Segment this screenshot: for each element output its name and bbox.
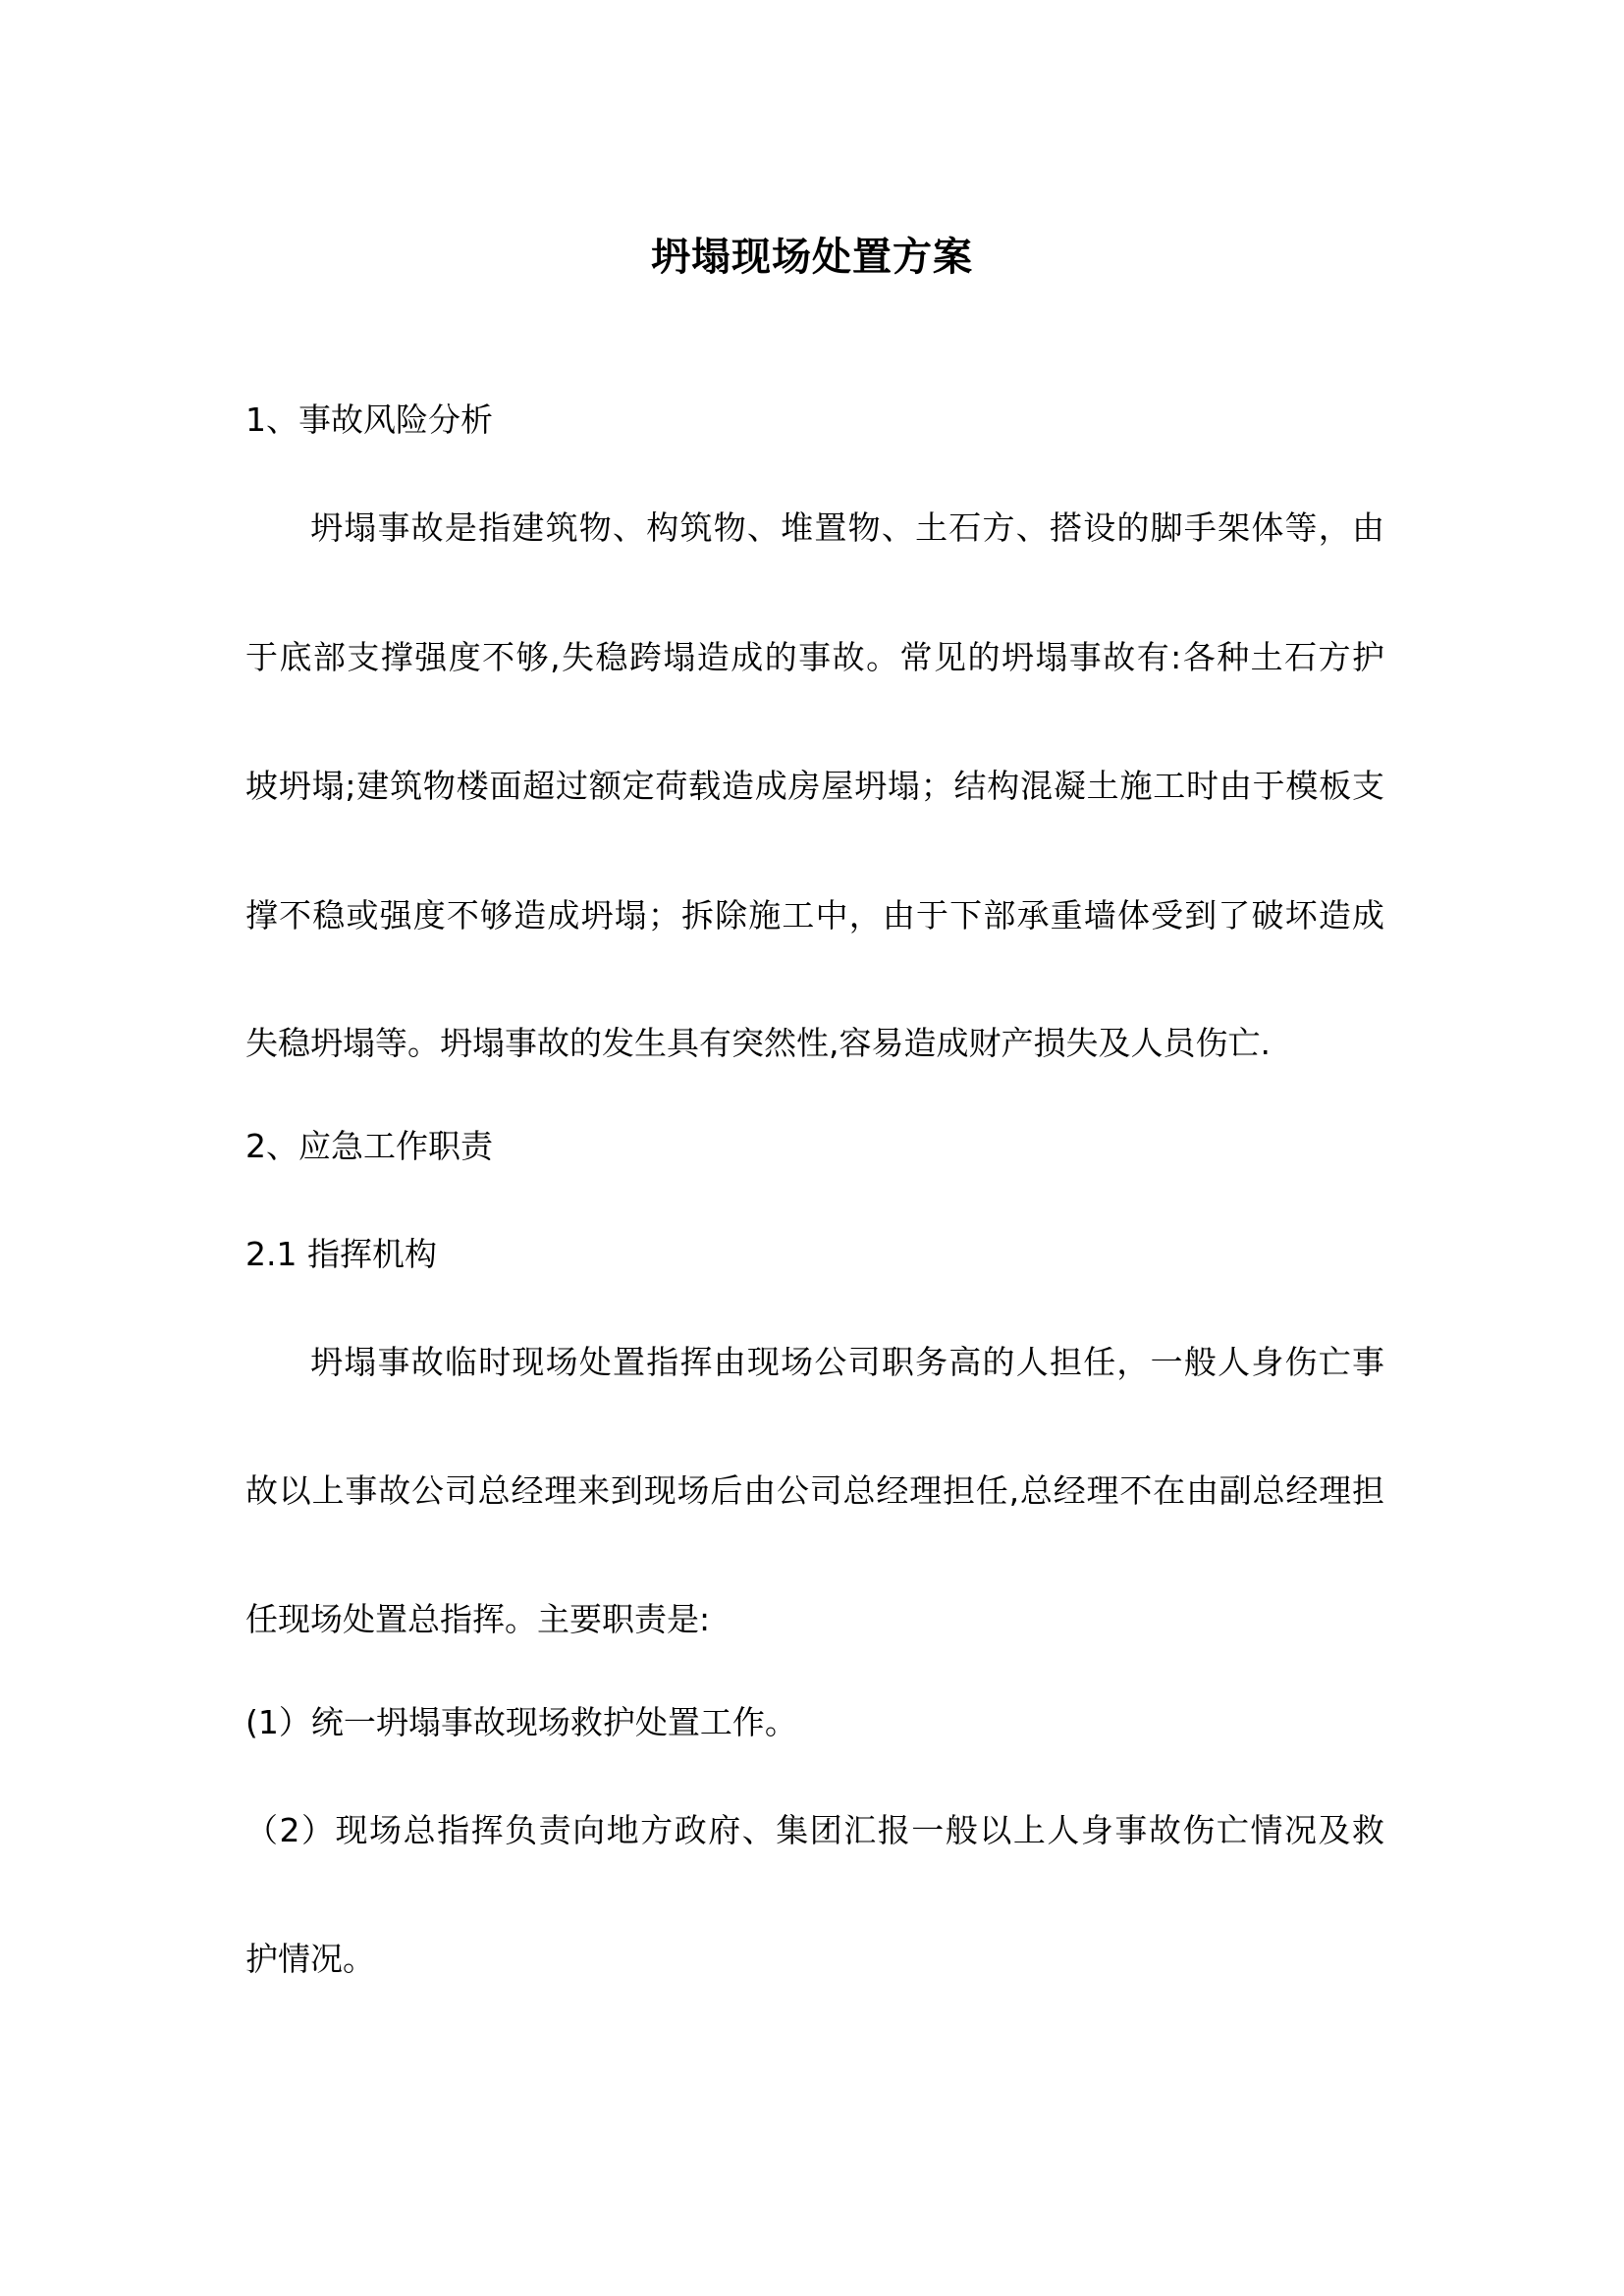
section-1-line-5: 失稳坍塌等。坍塌事故的发生具有突然性,容易造成财产损失及人员伤亡.: [245, 1024, 1271, 1062]
duty-item-2-line-1: （2）现场总指挥负责向地方政府、集团汇报一般以上人身事故伤亡情况及救: [245, 1811, 1384, 1849]
section-1-line-2: 于底部支撑强度不够,失稳跨塌造成的事故。常见的坍塌事故有:各种土石方护: [245, 638, 1384, 676]
section-2-line-1: 坍塌事故临时现场处置指挥由现场公司职务高的人担任，一般人身伤亡事: [310, 1343, 1384, 1381]
section-2-line-3: 任现场处置总指挥。主要职责是:: [245, 1600, 711, 1638]
section-2-1-heading: 2.1 指挥机构: [245, 1235, 437, 1273]
duty-item-1: (1）统一坍塌事故现场救护处置工作。: [245, 1703, 797, 1741]
section-1-line-3: 坡坍塌;建筑物楼面超过额定荷载造成房屋坍塌；结构混凝土施工时由于模板支: [245, 767, 1384, 805]
section-2-heading: 2、应急工作职责: [245, 1127, 493, 1165]
document-title: 坍塌现场处置方案: [651, 235, 973, 280]
section-1-line-1: 坍塌事故是指建筑物、构筑物、堆置物、土石方、搭设的脚手架体等，由: [310, 508, 1384, 547]
section-1-heading: 1、事故风险分析: [245, 400, 493, 439]
duty-item-2-line-2: 护情况。: [245, 1940, 375, 1978]
section-2-line-2: 故以上事故公司总经理来到现场后由公司总经理担任,总经理不在由副总经理担: [245, 1471, 1384, 1510]
section-1-line-4: 撑不稳或强度不够造成坍塌；拆除施工中，由于下部承重墙体受到了破坏造成: [245, 896, 1384, 934]
